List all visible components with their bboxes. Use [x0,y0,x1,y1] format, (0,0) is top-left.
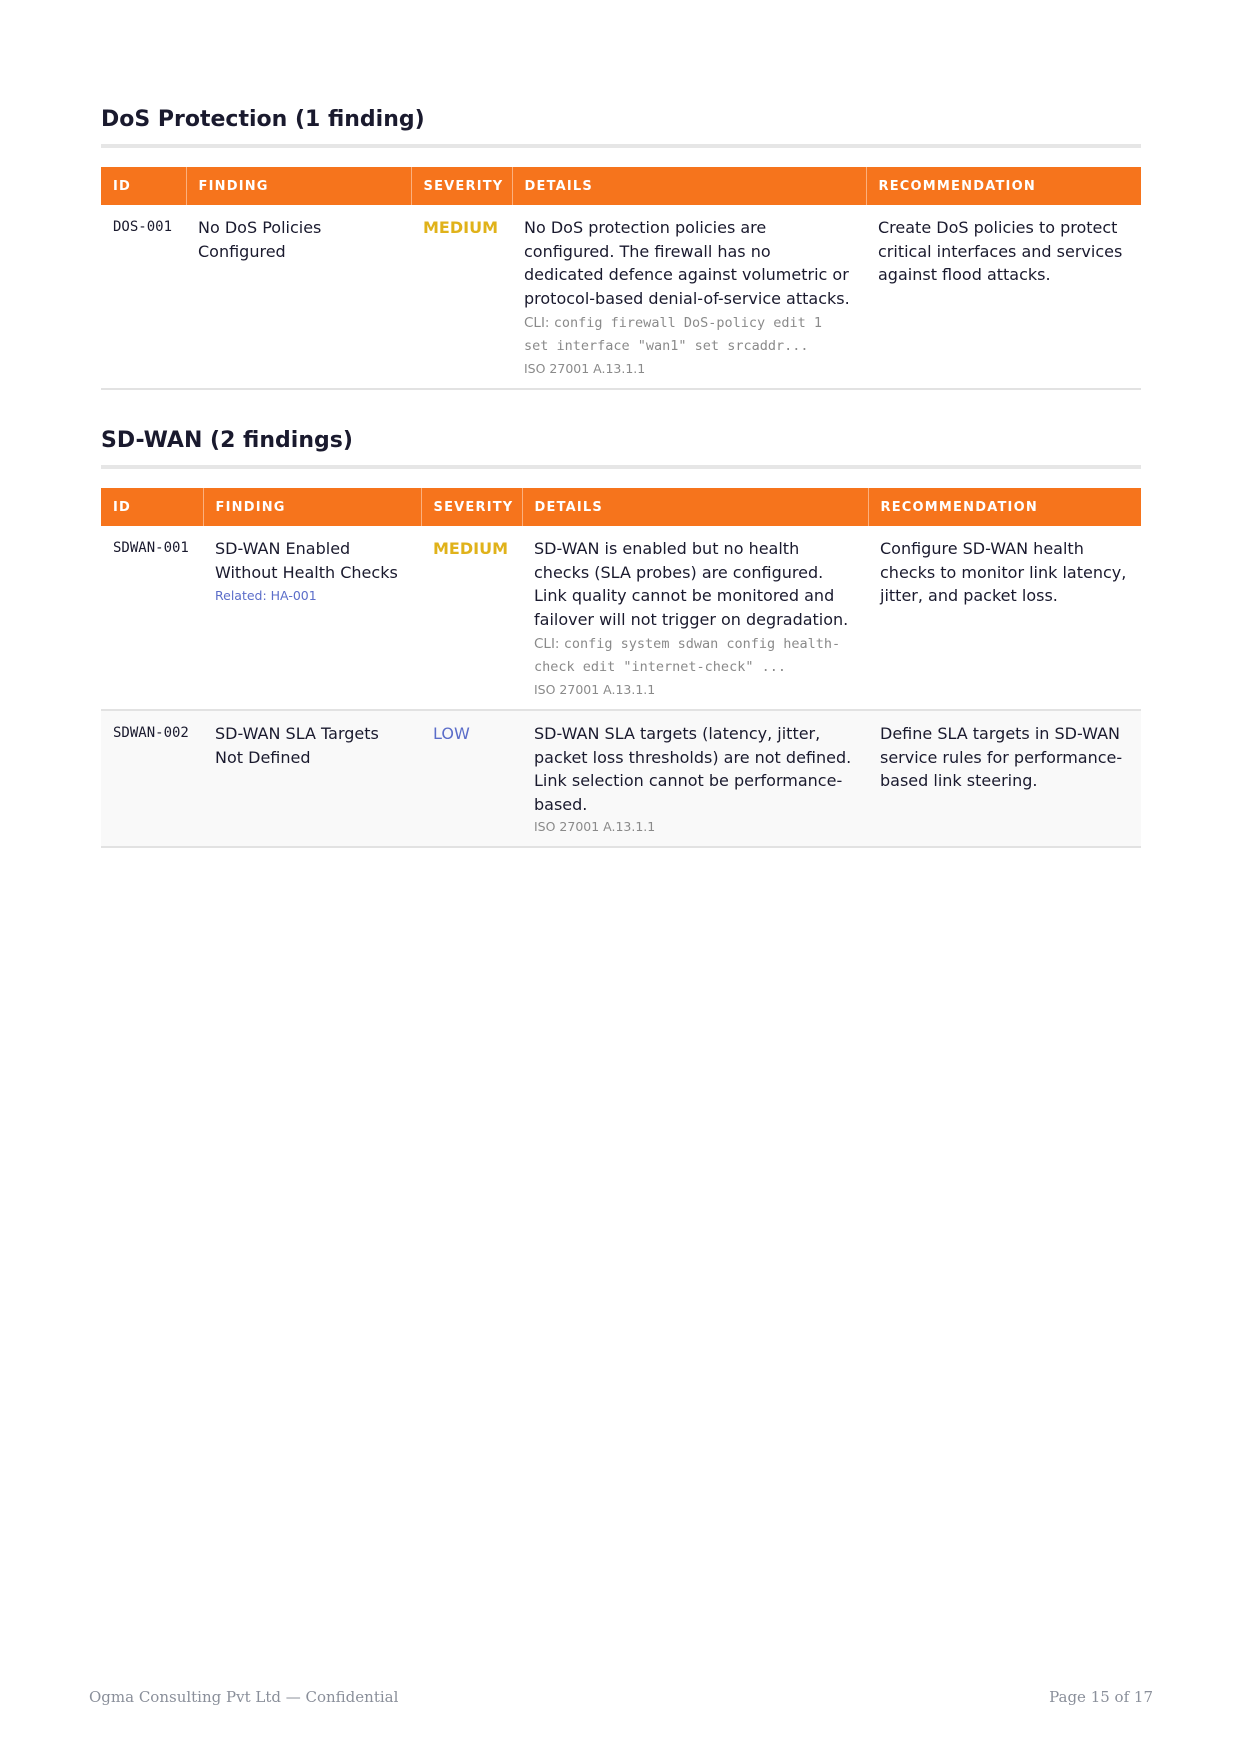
column-header-severity: SEVERITY [421,488,522,526]
table-header-row [101,488,1141,526]
column-header-severity: SEVERITY [411,167,512,205]
details-cell [522,526,868,710]
table-row [101,710,1141,847]
section-title: SD-WAN (2 findings) [101,428,1141,469]
column-header-details: DETAILS [522,488,868,526]
findings-table [101,167,1141,390]
finding-id: DOS-001 [101,205,186,389]
finding-title: SD-WAN Enabled Without Health Checks [215,539,398,582]
finding-title: No DoS Policies Configured [186,205,411,389]
cli-command: config system sdwan config health-check edit "internet-check" ... [534,636,841,675]
iso-reference: ISO 27001 A.13.1.1 [534,682,656,697]
column-header-id: ID [101,488,203,526]
cli-prefix: CLI: [524,315,554,331]
severity-cell [421,710,522,847]
iso-reference: ISO 27001 A.13.1.1 [534,819,656,834]
recommendation-text: Configure SD-WAN health checks to monitor link latency, jitter, and packet loss. [868,526,1141,710]
severity-cell [411,205,512,389]
recommendation-text: Create DoS policies to protect critical interfaces and services against flood attacks. [866,205,1141,389]
column-header-recommendation: RECOMMENDATION [868,488,1141,526]
severity-cell [421,526,522,710]
findings-table [101,488,1141,848]
column-header-id: ID [101,167,186,205]
iso-reference: ISO 27001 A.13.1.1 [524,361,646,376]
cli-snippet [534,633,856,679]
column-header-recommendation: RECOMMENDATION [866,167,1141,205]
related-link[interactable]: Related: HA-001 [215,588,317,603]
cli-snippet [524,312,854,358]
details-cell [522,710,868,847]
details-text: No DoS protection policies are configured. The firewall has no dedicated defence against volumetric or protocol-based denial-of-service attacks. [524,218,850,308]
table-row [101,526,1141,710]
section-sd-wan [101,428,1141,848]
column-header-details: DETAILS [512,167,866,205]
details-text: SD-WAN is enabled but no health checks (SLA probes) are configured. Link quality cannot be monitored and failover will not trigger on degradation. [534,539,849,629]
footer-company: Ogma Consulting Pvt Ltd — Confidential [89,1688,399,1706]
severity-badge: MEDIUM [433,539,508,558]
finding-id: SDWAN-002 [101,710,203,847]
recommendation-text: Define SLA targets in SD-WAN service rules for performance-based link steering. [868,710,1141,847]
cli-command: config firewall DoS-policy edit 1 set interface "wan1" set srcaddr... [524,315,822,354]
footer-page-number: Page 15 of 17 [1049,1688,1153,1706]
table-row [101,205,1141,389]
finding-id: SDWAN-001 [101,526,203,710]
details-cell [512,205,866,389]
table-header-row [101,167,1141,205]
column-header-finding: FINDING [186,167,411,205]
details-text: SD-WAN SLA targets (latency, jitter, packet loss thresholds) are not defined. Link selection cannot be performance-based. [534,724,852,814]
section-title: DoS Protection (1 finding) [101,107,1141,148]
finding-title: SD-WAN SLA Targets Not Defined [203,710,421,847]
finding-cell [203,526,421,710]
column-header-finding: FINDING [203,488,421,526]
severity-badge: LOW [433,724,470,743]
severity-badge: MEDIUM [423,218,498,237]
section-dos-protection [101,107,1141,390]
cli-prefix: CLI: [534,636,564,652]
